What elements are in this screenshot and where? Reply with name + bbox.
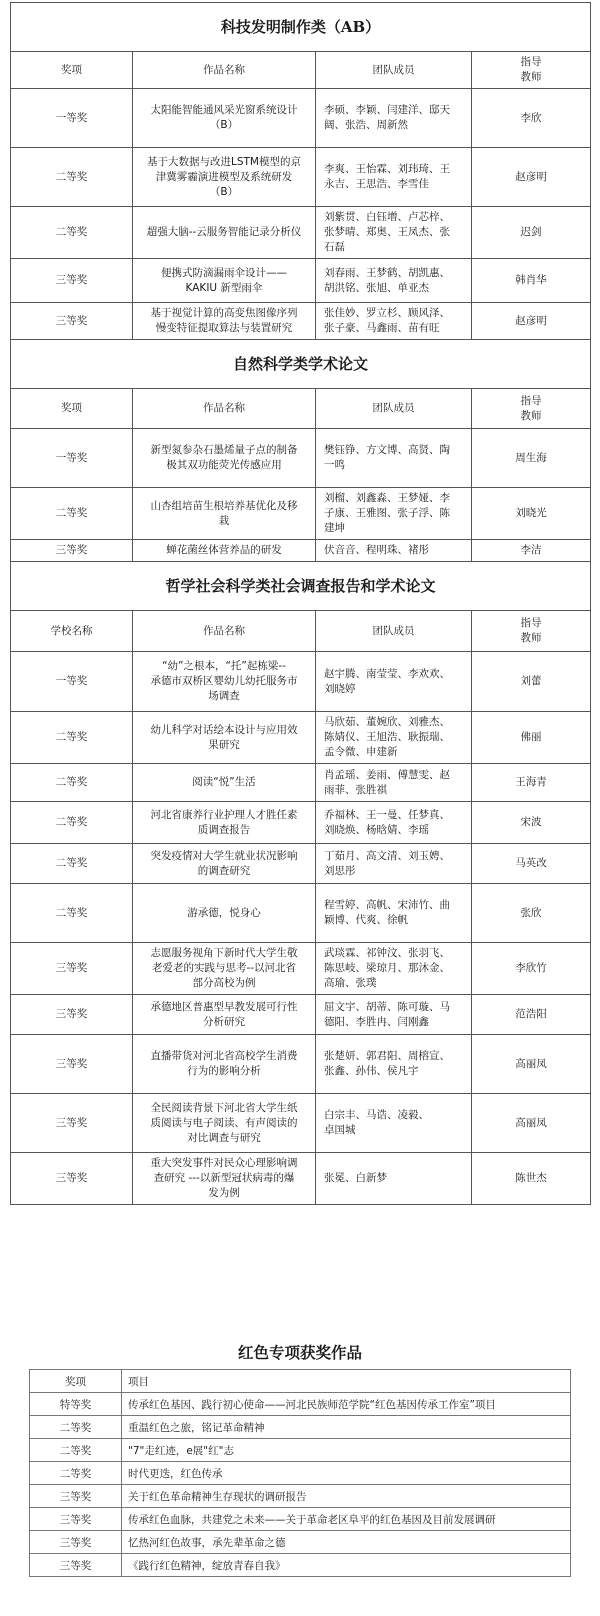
work-title-cell: 志愿服务视角下新时代大学生敬 老爱老的实践与思考--以河北省 部分高校为例 bbox=[133, 943, 316, 995]
work-title-cell: 新型氮参杂石墨烯量子点的制备 极其双功能荧光传感应用 bbox=[133, 429, 316, 488]
column-header: 作品名称 bbox=[133, 611, 316, 652]
team-members-cell: 李爽、王怡霖、刘玮琦、王 永吉、王思浩、李雪佳 bbox=[316, 148, 472, 207]
work-title-cell: 基于大数据与改进LSTM模型的京 津冀雾霾演进模型及系统研发 （B） bbox=[133, 148, 316, 207]
teacher-cell: 刘蕾 bbox=[472, 652, 591, 712]
project-cell: 忆热河红色故事，承先辈革命之德 bbox=[122, 1531, 571, 1554]
award-cell: 三等奖 bbox=[11, 540, 133, 562]
work-title-cell: 直播带货对河北省高校学生消费 行为的影响分析 bbox=[133, 1035, 316, 1094]
project-cell: 重温红色之旅，铭记革命精神 bbox=[122, 1416, 571, 1439]
table-row bbox=[11, 89, 591, 148]
table-row bbox=[11, 844, 591, 884]
work-title-cell: 超强大脑--云服务智能记录分析仪 bbox=[133, 207, 316, 259]
award-cell: 三等奖 bbox=[30, 1554, 122, 1577]
table-row bbox=[11, 303, 591, 340]
teacher-cell: 张欣 bbox=[472, 884, 591, 943]
award-cell: 一等奖 bbox=[11, 652, 133, 712]
column-header: 指导 教师 bbox=[472, 389, 591, 429]
section-title: 自然科学类学术论文 bbox=[11, 340, 591, 389]
teacher-cell: 韩肖华 bbox=[472, 259, 591, 303]
column-header: 作品名称 bbox=[133, 389, 316, 429]
teacher-cell: 迟剑 bbox=[472, 207, 591, 259]
work-title-cell: 山杏组培苗生根培养基优化及移 栽 bbox=[133, 488, 316, 540]
work-title-cell: 承德地区普惠型早教发展可行性 分析研究 bbox=[133, 995, 316, 1035]
teacher-cell: 陈世杰 bbox=[472, 1153, 591, 1205]
team-members-cell: 程雪婷、高帆、宋沛竹、曲 颖博、代爽、徐帆 bbox=[316, 884, 472, 943]
award-cell: 特等奖 bbox=[30, 1393, 122, 1416]
work-title-cell: “幼”之根本，“托”起栋梁-- 承德市双桥区婴幼儿幼托服务市 场调查 bbox=[133, 652, 316, 712]
team-members-cell: 乔福林、王一曼、任梦真、 刘晓焕、杨晗婧、李瑶 bbox=[316, 802, 472, 844]
award-cell: 三等奖 bbox=[30, 1531, 122, 1554]
table-row bbox=[11, 540, 591, 562]
table-row bbox=[11, 802, 591, 844]
award-cell: 一等奖 bbox=[11, 429, 133, 488]
table-row bbox=[11, 429, 591, 488]
table-row bbox=[11, 943, 591, 995]
work-title-cell: 河北省康养行业护理人才胜任素 质调查报告 bbox=[133, 802, 316, 844]
column-header: 项目 bbox=[122, 1370, 571, 1393]
team-members-cell: 马欣茹、董婉欣、刘雅杰、 陈婧仪、王旭浩、耿振瑞、 孟令微、申建新 bbox=[316, 712, 472, 764]
team-members-cell: 李硕、李颖、闫建洋、邸天 阔、张浩、周新然 bbox=[316, 89, 472, 148]
award-cell: 三等奖 bbox=[30, 1508, 122, 1531]
awards-table bbox=[10, 2, 591, 1205]
award-cell: 一等奖 bbox=[11, 89, 133, 148]
section-title-row bbox=[11, 340, 591, 389]
work-title-cell: 便携式防滴漏雨伞设计—— KAKIU 新型雨伞 bbox=[133, 259, 316, 303]
section-title-row bbox=[11, 3, 591, 52]
teacher-cell: 高丽凤 bbox=[472, 1094, 591, 1153]
award-cell: 二等奖 bbox=[30, 1439, 122, 1462]
red-table-row bbox=[30, 1416, 571, 1439]
team-members-cell: 张楚妍、郭君阳、周榕宣、 张鑫、孙伟、侯凡宇 bbox=[316, 1035, 472, 1094]
project-cell: 关于红色革命精神生存现状的调研报告 bbox=[122, 1485, 571, 1508]
team-members-cell: 肖孟瑶、姜雨、傅慧雯、赵 雨菲、张胜祺 bbox=[316, 764, 472, 802]
table-row bbox=[11, 1153, 591, 1205]
project-cell: "7"走红迹，e展"红"志 bbox=[122, 1439, 571, 1462]
team-members-cell: 丁茹月、高文清、刘玉娉、 刘思彤 bbox=[316, 844, 472, 884]
red-table-row bbox=[30, 1531, 571, 1554]
table-header-row bbox=[11, 389, 591, 429]
award-cell: 三等奖 bbox=[30, 1485, 122, 1508]
teacher-cell: 宋波 bbox=[472, 802, 591, 844]
table-row bbox=[11, 207, 591, 259]
table-row bbox=[11, 148, 591, 207]
column-header: 团队成员 bbox=[316, 52, 472, 89]
teacher-cell: 李洁 bbox=[472, 540, 591, 562]
teacher-cell: 刘晓光 bbox=[472, 488, 591, 540]
column-header: 学校名称 bbox=[11, 611, 133, 652]
section-title-row bbox=[11, 562, 591, 611]
section-title: 哲学社会科学类社会调查报告和学术论文 bbox=[11, 562, 591, 611]
column-header: 指导 教师 bbox=[472, 611, 591, 652]
teacher-cell: 高丽凤 bbox=[472, 1035, 591, 1094]
table-row bbox=[11, 1035, 591, 1094]
award-cell: 二等奖 bbox=[11, 148, 133, 207]
column-header: 奖项 bbox=[11, 389, 133, 429]
table-row bbox=[11, 259, 591, 303]
work-title-cell: 阅读“悦”生活 bbox=[133, 764, 316, 802]
red-table-row bbox=[30, 1485, 571, 1508]
teacher-cell: 李欣竹 bbox=[472, 943, 591, 995]
work-title-cell: 幼儿科学对话绘本设计与应用效 果研究 bbox=[133, 712, 316, 764]
teacher-cell: 周生海 bbox=[472, 429, 591, 488]
team-members-cell: 屈文宇、胡蒂、陈可璇、马 德阳、李胜冉、闫刚鑫 bbox=[316, 995, 472, 1035]
work-title-cell: 重大突发事件对民众心理影响调 查研究 ---以新型冠状病毒的爆 发为例 bbox=[133, 1153, 316, 1205]
red-section-title: 红色专项获奖作品 bbox=[237, 1345, 362, 1362]
work-title-cell: 太阳能智能通风采光窗系统设计 （B） bbox=[133, 89, 316, 148]
project-cell: 传承红色血脉，共建党之未来——关于革命老区阜平的红色基因及目前发展调研 bbox=[122, 1508, 571, 1531]
section-title: 科技发明制作类（AB） bbox=[11, 3, 591, 52]
award-cell: 三等奖 bbox=[11, 259, 133, 303]
team-members-cell: 白宗丰、马诰、凌毅、 卓国城 bbox=[316, 1094, 472, 1153]
work-title-cell: 突发疫情对大学生就业状况影响 的调查研究 bbox=[133, 844, 316, 884]
team-members-cell: 刘紫贯、白钰增、卢芯梓、 张梦晴、郑奥、王凤杰、张 石磊 bbox=[316, 207, 472, 259]
team-members-cell: 樊钰铮、方文博、高贤、陶 一鸣 bbox=[316, 429, 472, 488]
team-members-cell: 张佳妙、罗立杉、顾风泽、 张子豪、马鑫雨、苗有旺 bbox=[316, 303, 472, 340]
award-cell: 三等奖 bbox=[11, 303, 133, 340]
teacher-cell: 赵彦明 bbox=[472, 303, 591, 340]
project-cell: 《践行红色精神，绽放青春自我》 bbox=[122, 1554, 571, 1577]
table-header-row bbox=[11, 52, 591, 89]
team-members-cell: 刘春雨、王梦鹤、胡凯惠、 胡洪铭、张旭、单亚杰 bbox=[316, 259, 472, 303]
award-cell: 三等奖 bbox=[11, 943, 133, 995]
column-header: 团队成员 bbox=[316, 389, 472, 429]
work-title-cell: 基于视觉计算的高变焦图像序列 慢变特征提取算法与装置研究 bbox=[133, 303, 316, 340]
red-table-row bbox=[30, 1508, 571, 1531]
red-table-row bbox=[30, 1554, 571, 1577]
teacher-cell: 赵彦明 bbox=[472, 148, 591, 207]
red-awards-table bbox=[29, 1369, 571, 1577]
table-row bbox=[11, 995, 591, 1035]
work-title-cell: 蝉花菌丝体营养品的研发 bbox=[133, 540, 316, 562]
teacher-cell: 范浩阳 bbox=[472, 995, 591, 1035]
team-members-cell: 伏音音、程明珠、褚彤 bbox=[316, 540, 472, 562]
award-cell: 二等奖 bbox=[11, 802, 133, 844]
award-cell: 二等奖 bbox=[30, 1416, 122, 1439]
project-cell: 时代更迭，红色传承 bbox=[122, 1462, 571, 1485]
teacher-cell: 马英改 bbox=[472, 844, 591, 884]
award-cell: 二等奖 bbox=[11, 764, 133, 802]
team-members-cell: 张冕、白新梦 bbox=[316, 1153, 472, 1205]
teacher-cell: 佛丽 bbox=[472, 712, 591, 764]
red-table-row bbox=[30, 1439, 571, 1462]
team-members-cell: 赵宇腾、南莹莹、李欢欢、 刘晓婷 bbox=[316, 652, 472, 712]
team-members-cell: 武琰霖、祁钟汶、张羽飞、 陈思岐、梁琼月、那沐金、 高瑜、张璞 bbox=[316, 943, 472, 995]
column-header: 指导 教师 bbox=[472, 52, 591, 89]
work-title-cell: 游承德，悦身心 bbox=[133, 884, 316, 943]
column-header: 奖项 bbox=[30, 1370, 122, 1393]
team-members-cell: 刘榴、刘鑫淼、王梦娅、李 子康、王雅图、张子浮、陈 建坤 bbox=[316, 488, 472, 540]
teacher-cell: 王海青 bbox=[472, 764, 591, 802]
table-row bbox=[11, 764, 591, 802]
column-header: 团队成员 bbox=[316, 611, 472, 652]
table-header-row bbox=[11, 611, 591, 652]
red-header-row bbox=[30, 1370, 571, 1393]
red-table-row bbox=[30, 1393, 571, 1416]
work-title-cell: 全民阅读背景下河北省大学生纸 质阅读与电子阅读、有声阅读的 对比调查与研究 bbox=[133, 1094, 316, 1153]
award-cell: 三等奖 bbox=[11, 1035, 133, 1094]
column-header: 作品名称 bbox=[133, 52, 316, 89]
table-row bbox=[11, 1094, 591, 1153]
award-cell: 二等奖 bbox=[11, 207, 133, 259]
project-cell: 传承红色基因、践行初心使命——河北民族师范学院“红色基因传承工作室”项目 bbox=[122, 1393, 571, 1416]
table-row bbox=[11, 652, 591, 712]
award-cell: 三等奖 bbox=[11, 1153, 133, 1205]
award-cell: 三等奖 bbox=[11, 995, 133, 1035]
table-row bbox=[11, 488, 591, 540]
table-row bbox=[11, 884, 591, 943]
award-cell: 二等奖 bbox=[11, 844, 133, 884]
table-row bbox=[11, 712, 591, 764]
award-cell: 三等奖 bbox=[11, 1094, 133, 1153]
award-cell: 二等奖 bbox=[11, 884, 133, 943]
red-table-row bbox=[30, 1462, 571, 1485]
award-cell: 二等奖 bbox=[11, 488, 133, 540]
teacher-cell: 李欣 bbox=[472, 89, 591, 148]
column-header: 奖项 bbox=[11, 52, 133, 89]
award-cell: 二等奖 bbox=[30, 1462, 122, 1485]
award-cell: 二等奖 bbox=[11, 712, 133, 764]
